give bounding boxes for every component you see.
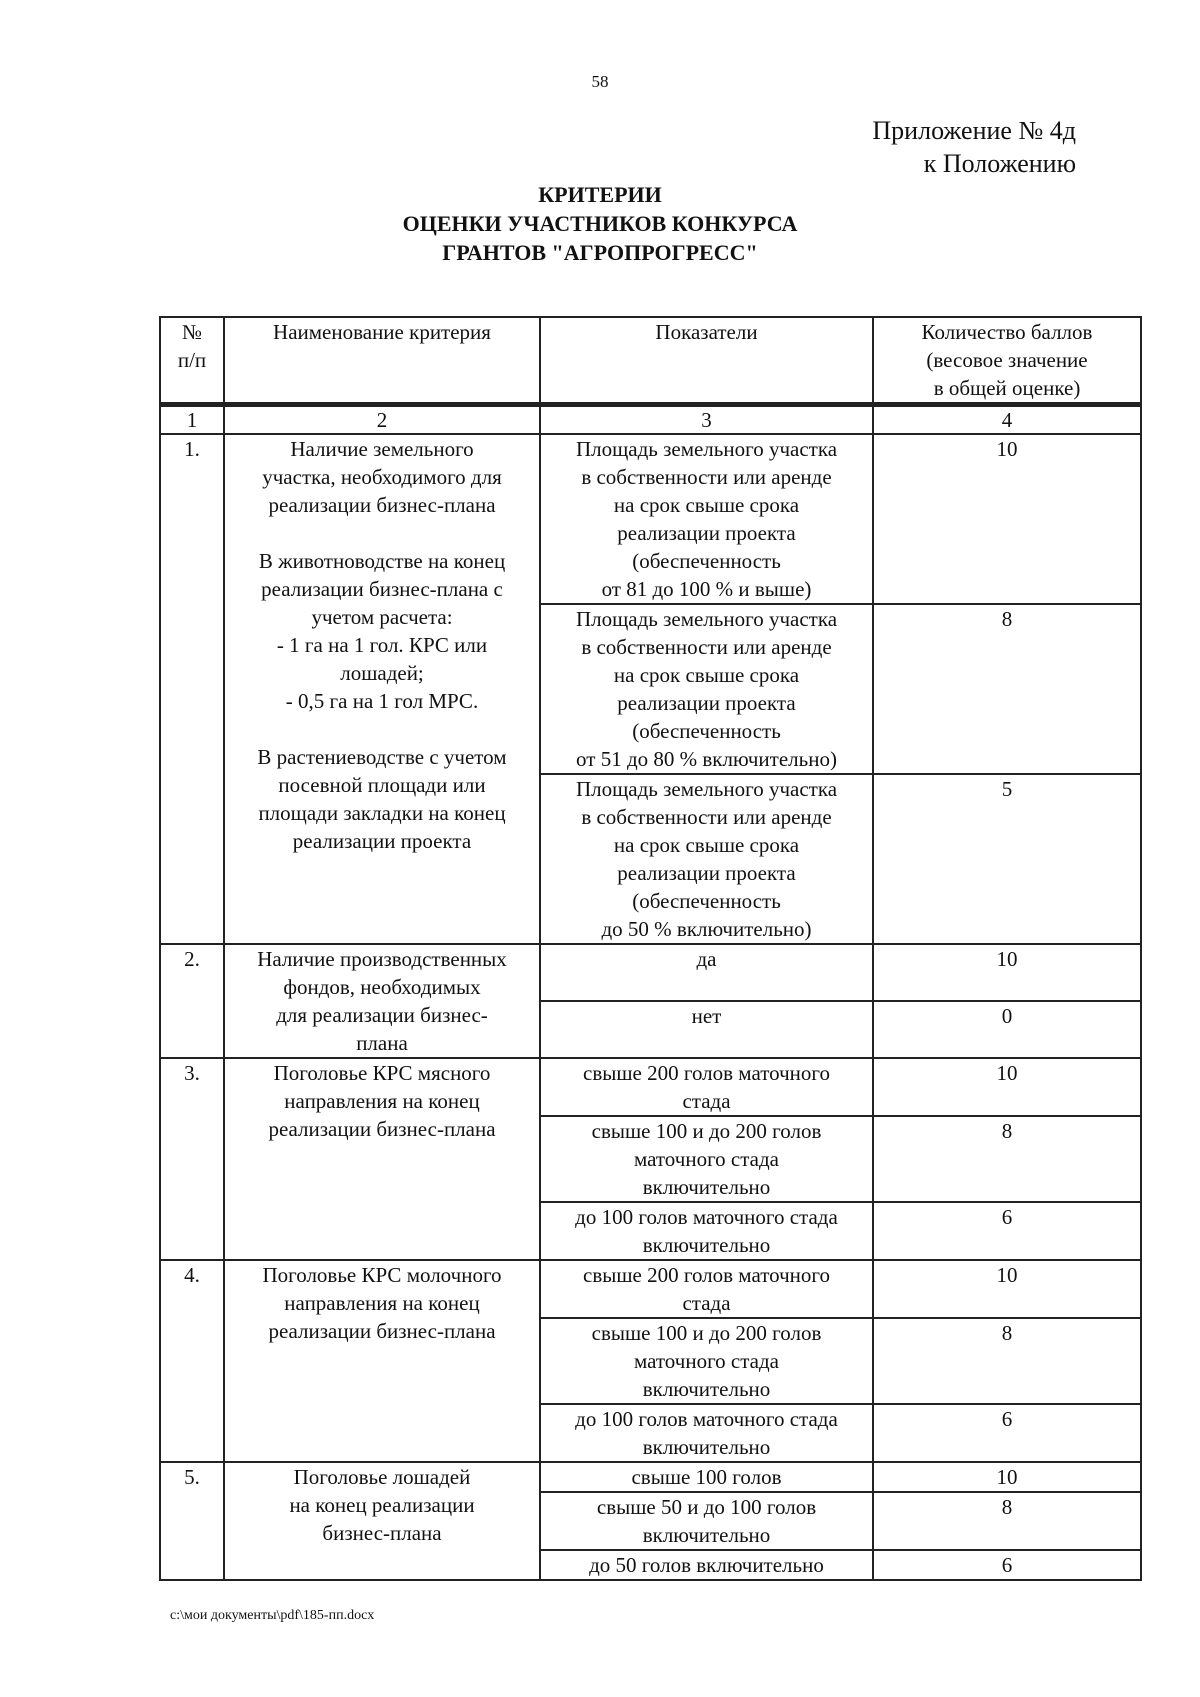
appendix-line-2: к Положению	[923, 149, 1076, 178]
indicator-text: да	[540, 944, 873, 1001]
column-number-2: 2	[224, 405, 540, 435]
indicator-score: 6	[873, 1404, 1141, 1462]
indicator-text: до 50 голов включительно	[540, 1550, 873, 1580]
indicator-text: Площадь земельного участка в собственности или аренде на срок свыше срока реализации проекта (обеспеченность от 51 до 80 % включительно)	[540, 604, 873, 774]
table-row	[160, 1462, 1141, 1492]
indicator-text: до 100 голов маточного стада включительно	[540, 1404, 873, 1462]
table-row	[160, 434, 1141, 604]
indicator-score: 6	[873, 1550, 1141, 1580]
indicator-score: 0	[873, 1001, 1141, 1058]
table-row	[160, 1058, 1141, 1116]
header-indicators: Показатели	[540, 317, 873, 405]
indicator-score: 6	[873, 1202, 1141, 1260]
indicator-score: 10	[873, 434, 1141, 604]
criterion-name: Поголовье КРС молочного направления на конец реализации бизнес-плана	[224, 1260, 540, 1462]
indicator-score: 8	[873, 604, 1141, 774]
title-line-3: ГРАНТОВ "АГРОПРОГРЕСС"	[442, 240, 758, 265]
header-score: Количество баллов (весовое значение в общей оценке)	[873, 317, 1141, 405]
table-row	[160, 944, 1141, 1001]
table-row	[160, 1260, 1141, 1318]
indicator-text: свыше 100 и до 200 голов маточного стада включительно	[540, 1116, 873, 1202]
criterion-number: 1.	[160, 434, 224, 944]
criterion-number: 3.	[160, 1058, 224, 1260]
criterion-name: Наличие земельного участка, необходимого для реализации бизнес-плана В животноводстве на конец реализации бизнес-плана с учетом расчета: - 1 га на 1 гол. КРС или лошадей; - 0,5 га на 1 гол МРС. В растениеводстве с учетом посевной площади или площади закладки на конец реализации проекта	[224, 434, 540, 944]
indicator-score: 10	[873, 1058, 1141, 1116]
appendix-line-1: Приложение № 4д	[872, 116, 1076, 145]
indicator-score: 8	[873, 1492, 1141, 1550]
indicator-text: до 100 голов маточного стада включительно	[540, 1202, 873, 1260]
title-line-1: КРИТЕРИИ	[538, 182, 662, 207]
indicator-score: 10	[873, 944, 1141, 1001]
title-line-2: ОЦЕНКИ УЧАСТНИКОВ КОНКУРСА	[402, 211, 798, 236]
indicator-score: 10	[873, 1462, 1141, 1492]
column-number-4: 4	[873, 405, 1141, 435]
indicator-text: свыше 50 и до 100 голов включительно	[540, 1492, 873, 1550]
page-number: 58	[591, 72, 609, 91]
indicator-score: 8	[873, 1116, 1141, 1202]
indicator-score: 10	[873, 1260, 1141, 1318]
header-criterion: Наименование критерия	[224, 317, 540, 405]
document-title	[0, 180, 1200, 267]
indicator-text: свыше 100 голов	[540, 1462, 873, 1492]
column-number-1: 1	[160, 405, 224, 435]
criteria-body	[160, 434, 1141, 1580]
indicator-text: свыше 200 голов маточного стада	[540, 1260, 873, 1318]
file-path-footer: c:\мои документы\pdf\185-пп.docx	[170, 1608, 375, 1623]
criterion-number: 4.	[160, 1260, 224, 1462]
indicator-text: свыше 100 и до 200 голов маточного стада включительно	[540, 1318, 873, 1404]
indicator-text: свыше 200 голов маточного стада	[540, 1058, 873, 1116]
criterion-name: Наличие производственных фондов, необходимых для реализации бизнес- плана	[224, 944, 540, 1058]
criterion-name: Поголовье КРС мясного направления на конец реализации бизнес-плана	[224, 1058, 540, 1260]
indicator-score: 5	[873, 774, 1141, 944]
indicator-text: Площадь земельного участка в собственности или аренде на срок свыше срока реализации проекта (обеспеченность от 81 до 100 % и выше)	[540, 434, 873, 604]
column-number-3: 3	[540, 405, 873, 435]
criteria-table	[159, 316, 1142, 1581]
indicator-score: 8	[873, 1318, 1141, 1404]
header-number: № п/п	[160, 317, 224, 405]
criterion-name: Поголовье лошадей на конец реализации бизнес-плана	[224, 1462, 540, 1580]
indicator-text: Площадь земельного участка в собственности или аренде на срок свыше срока реализации проекта (обеспеченность до 50 % включительно)	[540, 774, 873, 944]
appendix-reference	[872, 114, 1076, 180]
column-number-row	[160, 405, 1141, 435]
indicator-text: нет	[540, 1001, 873, 1058]
header-row	[160, 317, 1141, 405]
criterion-number: 2.	[160, 944, 224, 1058]
criterion-number: 5.	[160, 1462, 224, 1580]
